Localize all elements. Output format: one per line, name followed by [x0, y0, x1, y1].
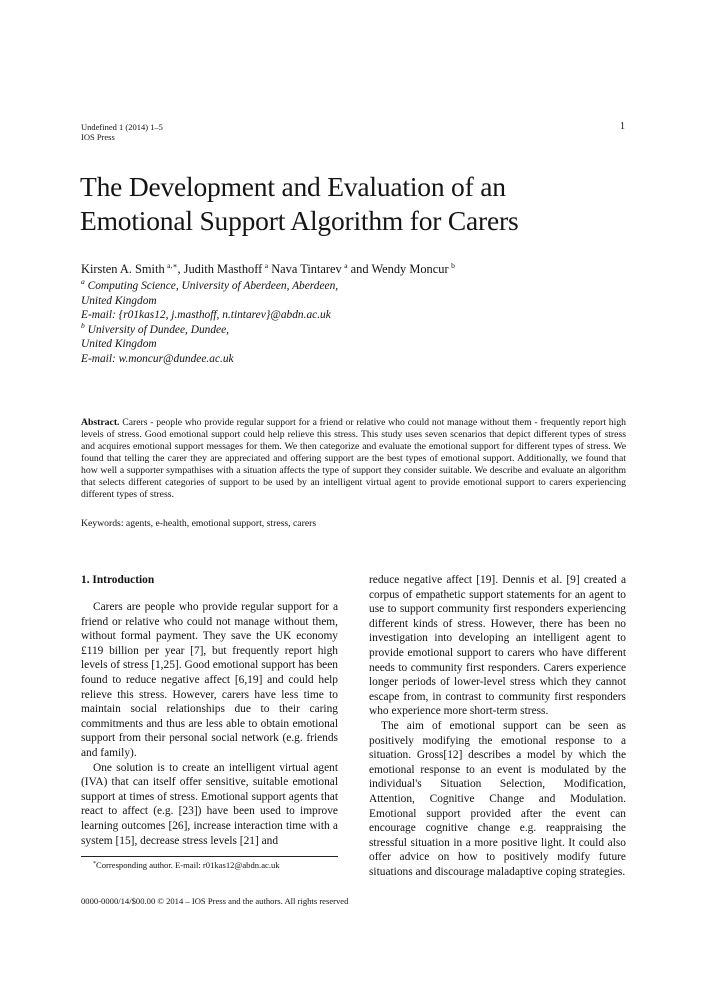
page-number: 1	[620, 121, 625, 132]
affiliation-a-text: Computing Science, University of Aberdeen, Aberdeen,	[87, 280, 339, 292]
abstract-label: Abstract.	[81, 417, 120, 428]
author-separator: and	[347, 262, 372, 276]
paper-title	[80, 170, 518, 238]
keywords: Keywords: agents, e-health, emotional support, stress, carers	[81, 518, 317, 529]
author-name: Judith Masthoff	[183, 262, 263, 276]
affiliation-b-label: b	[81, 320, 85, 330]
footnote	[93, 860, 280, 871]
author-separator: ,	[177, 262, 184, 276]
left-column	[81, 600, 338, 848]
affiliation-b-email: E-mail: w.moncur@dundee.ac.uk	[81, 352, 234, 365]
title-line-1: The Development and Evaluation of an	[80, 171, 506, 202]
running-header	[81, 122, 163, 142]
paragraph: reduce negative affect [19]. Dennis et al. [9] created a corpus of empathetic support statements for an agent to use to support community first responders experiencing different kinds of stress. However, there has been no investigation into developing an intelligent agent to provide emotional support to carers who have different needs to community first responders. Carers experience longer periods of lower-level stress which they cannot escape from, in contrast to community first responders who experience more short-term stress.	[369, 574, 626, 718]
affiliation-a-label: a	[81, 277, 85, 286]
title-line-2: Emotional Support Algorithm for Carers	[80, 205, 519, 236]
author-name: Wendy Moncur	[371, 262, 449, 276]
section-heading: 1. Introduction	[81, 574, 155, 586]
author-name: Kirsten A. Smith	[81, 262, 165, 276]
author-list	[81, 262, 455, 277]
paragraph: The aim of emotional support can be seen as positively modifying the emotional response to a situation. Gross[12] describes a model by which the emotional response to an event is modulated by the individual's Situation Selection, Modification, Attention, Cognitive Change and Modulation. Emotional support provided after the event can encourage cognitive change e.g. reappraising the stressful situation in a more positive light. It could also offer advice on how to positively modify future situations and discourage maladaptive coping strategies.	[369, 719, 626, 878]
journal-name: Undefined 1 (2014) 1–5	[81, 122, 163, 132]
publisher-name: IOS Press	[81, 132, 115, 142]
footnote-text: Corresponding author. E-mail: r01kas12@abdn.ac.uk	[96, 860, 280, 870]
affiliation-a-email: E-mail: {r01kas12, j.masthoff, n.tintarev}@abdn.ac.uk	[81, 309, 331, 322]
footnote-rule	[81, 856, 338, 857]
right-column	[369, 573, 626, 879]
author-affiliation-mark: a	[264, 261, 269, 270]
affiliation-a-line-2: United Kingdom	[81, 294, 157, 307]
affiliations	[81, 279, 338, 367]
author-affiliation-mark: a,∗	[167, 261, 178, 270]
author-affiliation-mark: b	[451, 261, 455, 270]
copyright-notice: 0000-0000/14/$00.00 © 2014 – IOS Press and the authors. All rights reserved	[81, 896, 349, 906]
author-affiliation-mark: a	[344, 261, 348, 270]
abstract	[81, 417, 626, 501]
paragraph: Carers are people who provide regular support for a friend or relative who could not manage without them, without formal payment. They save the UK economy £119 billion per year [7], but frequently report high levels of stress [1,25]. Good emotional support has been found to reduce negative affect [6,19] and could help relieve this stress. However, carers have less time to maintain social relationships due to their caring commitments and thus are less able to obtain emotional support from their personal social network (e.g. friends and family).	[81, 601, 338, 759]
affiliation-b-text: University of Dundee, Dundee,	[87, 323, 230, 336]
abstract-text: Carers - people who provide regular support for a friend or relative who could not manage without them - frequently report high levels of stress. Good emotional support could help relieve this stress. This study uses seven scenarios that depict different types of stress and acquires emotional support messages for them. We then categorize and evaluate the emotional support for different types of stress. We found that telling the carer they are appreciated and offering support are the best types of emotional support. Additionally, we found that how well a supporter sympathises with a situation affects the type of support they consider suitable. We describe and evaluate an algorithm that selects different categories of support to be used by an intelligent virtual agent to provide emotional support to carers experiencing different types of stress.	[81, 417, 626, 500]
affiliation-a-line-1	[81, 279, 338, 294]
affiliation-b-line-2: United Kingdom	[81, 338, 157, 351]
affiliation-b-line-1	[81, 320, 338, 338]
author-name: Nava Tintarev	[271, 262, 342, 276]
paragraph: One solution is to create an intelligent virtual agent (IVA) that can itself offer sensitive, suitable emotional support at times of stress. Emotional support agents that react to affect (e.g. [23]) have been used to improve learning outcomes [26], increase interaction time with a system [15], decrease stress levels [21] and	[81, 761, 338, 847]
footnote-mark: *	[93, 861, 96, 867]
